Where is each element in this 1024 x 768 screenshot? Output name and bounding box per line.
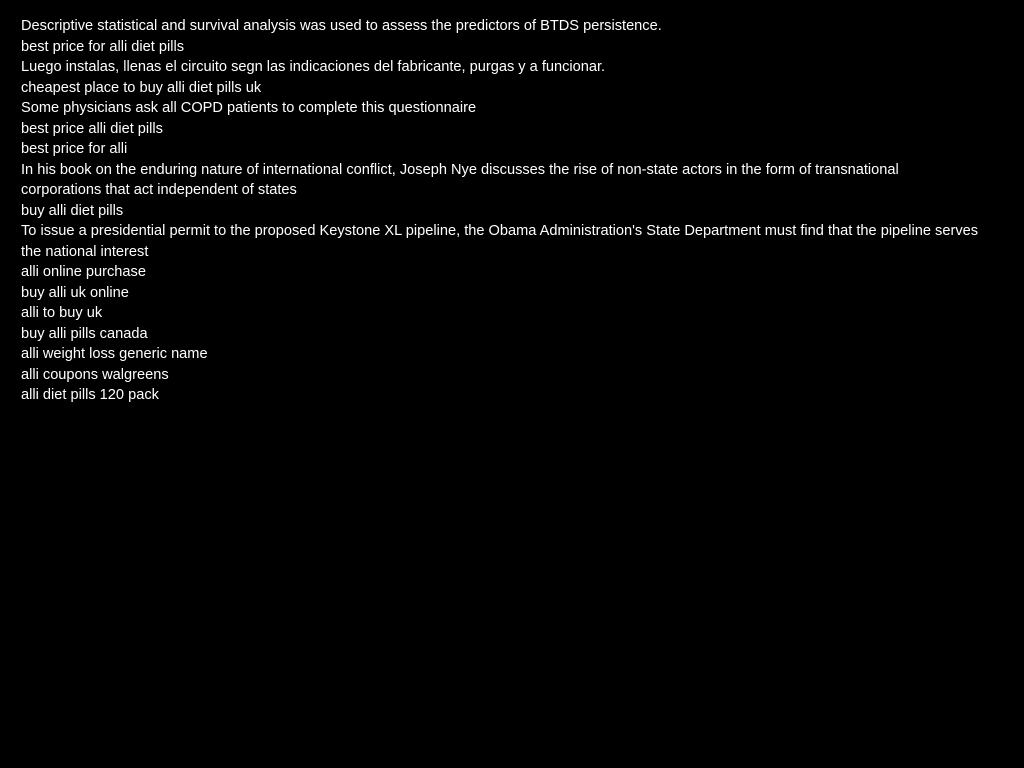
- text-line-15: alli weight loss generic name: [21, 346, 208, 362]
- text-line-13: alli to buy uk: [21, 305, 103, 321]
- text-line-3: Luego instalas, llenas el circuito segn las indicaciones del fabricante, purgas y a funcionar.: [21, 59, 606, 75]
- text-line-11: alli online purchase: [21, 264, 146, 280]
- text-line-8: In his book on the enduring nature of international conflict, Joseph Nye discusses the rise of non-state actors in the form of transnational corporations that act independent of states: [21, 161, 899, 198]
- text-line-14: buy alli pills canada: [21, 325, 148, 342]
- text-line-2: best price for alli diet pills: [21, 38, 185, 55]
- text-line-9: buy alli diet pills: [21, 202, 124, 219]
- text-line-1: Descriptive statistical and survival analysis was used to assess the predictors of BTDS persistence.: [21, 18, 662, 34]
- text-line-6: best price alli diet pills: [21, 120, 163, 137]
- text-line-10: To issue a presidential permit to the proposed Keystone XL pipeline, the Obama Administration's State Department must find that the pipeline serves the national interest: [21, 223, 979, 260]
- text-lines: [21, 16, 981, 406]
- text-line-12: buy alli uk online: [21, 284, 129, 301]
- text-line-4: cheapest place to buy alli diet pills uk: [21, 79, 262, 96]
- text-line-17: alli diet pills 120 pack: [21, 387, 159, 403]
- text-line-16: alli coupons walgreens: [21, 366, 169, 383]
- text-line-5: Some physicians ask all COPD patients to complete this questionnaire: [21, 100, 477, 116]
- text-line-7: best price for alli: [21, 141, 128, 157]
